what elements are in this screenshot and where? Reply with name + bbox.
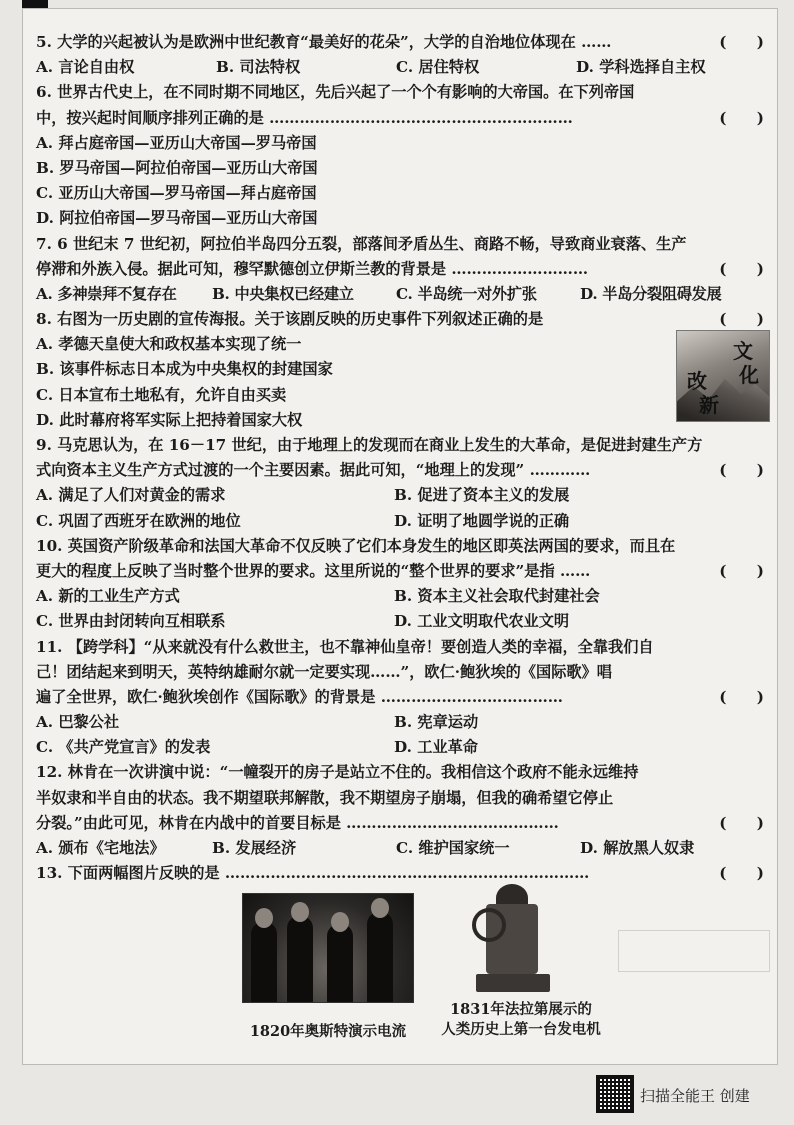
question-text: 更大的程度上反映了当时整个世界的要求。这里所说的“整个世界的要求”是指 …… — [36, 561, 591, 580]
option-a[interactable]: A. 满足了人们对黄金的需求 — [36, 486, 226, 505]
photo-figure — [327, 924, 353, 1002]
answer-bracket[interactable]: ( ) — [719, 687, 764, 706]
option-d[interactable]: D. 此时幕府将军实际上把持着国家大权 — [36, 410, 303, 429]
question-text: 11. 【跨学科】“从来就没有什么救世主，也不靠神仙皇帝！要创造人类的幸福，全靠我们自 — [36, 637, 654, 656]
poster-char: 文 — [733, 339, 753, 363]
question-text: 分裂。”由此可见，林肯在内战中的首要目标是 …………………………………… — [36, 813, 559, 832]
caption-faraday — [418, 1000, 624, 1040]
question-text: 8. 右图为一历史剧的宣传海报。关于该剧反映的历史事件下列叙述正确的是 — [36, 310, 544, 329]
option-a[interactable]: A. 言论自由权 — [36, 58, 135, 77]
photo-figure — [251, 922, 277, 1002]
option-d[interactable]: D. 工业革命 — [394, 738, 478, 757]
option-c[interactable]: C. 维护国家统一 — [396, 839, 510, 857]
answer-bracket[interactable]: ( ) — [719, 259, 764, 278]
options-row — [36, 483, 772, 508]
option-a[interactable]: A. 巴黎公社 — [36, 713, 120, 732]
page-corner-mark — [22, 0, 48, 8]
caption-faraday-line2: 人类历史上第一台发电机 — [441, 1021, 601, 1038]
option-b[interactable]: B. 促进了资本主义的发展 — [394, 486, 570, 505]
bleed-through-box — [618, 930, 770, 972]
option-b[interactable]: B. 司法特权 — [216, 58, 301, 77]
photo-figure-head — [255, 908, 273, 928]
answer-bracket[interactable]: ( ) — [719, 813, 764, 832]
question-7 — [36, 232, 772, 308]
options-row — [36, 282, 772, 307]
options-row — [36, 710, 772, 735]
question-text: 12. 林肯在一次讲演中说：“一幢裂开的房子是站立不住的。我相信这个政府不能永远维持 — [36, 763, 639, 782]
scanner-watermark: 扫描全能王 创建 — [640, 1087, 750, 1105]
question-8 — [36, 307, 772, 433]
options-row — [36, 509, 772, 534]
question-11 — [36, 635, 772, 761]
answer-bracket[interactable]: ( ) — [719, 864, 764, 883]
photo-figure-head — [371, 898, 389, 918]
question-text: 半奴隶和半自由的状态。我不期望联邦解散，我不期望房子崩塌，但我的确希望它停止 — [36, 788, 614, 807]
option-c[interactable]: C. 《共产党宣言》的发表 — [36, 738, 211, 757]
options-row — [36, 735, 772, 760]
option-d[interactable]: D. 学科选择自主权 — [576, 58, 706, 77]
photo-figure-head — [291, 902, 309, 922]
poster-char: 新 — [699, 393, 719, 417]
faraday-generator-photo — [468, 878, 558, 996]
answer-bracket[interactable]: ( ) — [719, 310, 764, 329]
answer-bracket[interactable]: ( ) — [719, 461, 764, 480]
option-a[interactable]: A. 多神崇拜不复存在 — [36, 284, 177, 303]
option-b[interactable]: B. 该事件标志日本成为中央集权的封建国家 — [36, 360, 333, 379]
oersted-demo-photo — [242, 893, 414, 1003]
option-b[interactable]: B. 罗马帝国—阿拉伯帝国—亚历山大帝国 — [36, 158, 318, 177]
caption-oersted: 1820年奥斯特演示电流 — [249, 1023, 407, 1040]
question-text: 13. 下面两幅图片反映的是 ……………………………………………………………… — [36, 864, 590, 883]
option-d[interactable]: D. 半岛分裂阻碍发展 — [580, 284, 722, 303]
option-c[interactable]: C. 日本宣布土地私有，允许自由买卖 — [36, 385, 287, 404]
option-b[interactable]: B. 宪章运动 — [394, 713, 479, 732]
photo-figure — [367, 912, 393, 1002]
question-text: 式向资本主义生产方式过渡的一个主要因素。据此可知，“地理上的发现” ………… — [36, 461, 591, 480]
option-d[interactable]: D. 工业文明取代农业文明 — [394, 612, 570, 631]
question-12 — [36, 760, 772, 861]
question-text: 中，按兴起时间顺序排列正确的是 …………………………………………………… — [36, 108, 573, 127]
option-a[interactable]: A. 拜占庭帝国—亚历山大帝国—罗马帝国 — [36, 133, 317, 152]
options-row — [36, 55, 772, 80]
option-d[interactable]: D. 证明了地圆学说的正确 — [394, 511, 570, 530]
question-text: 停滞和外族入侵。据此可知，穆罕默德创立伊斯兰教的背景是 ……………………… — [36, 259, 589, 278]
options-stack — [36, 332, 772, 433]
question-list — [36, 30, 772, 886]
options-row — [36, 584, 772, 609]
option-c[interactable]: C. 居住特权 — [396, 58, 480, 77]
option-a[interactable]: A. 颁布《宅地法》 — [36, 839, 165, 857]
options-stack — [36, 131, 772, 232]
photo-figure — [287, 916, 313, 1002]
question-text: 己！团结起来到明天，英特纳雄耐尔就一定要实现……”，欧仁·鲍狄埃的《国际歌》唱 — [36, 662, 612, 681]
question-text: 9. 马克思认为，在 16－17 世纪，由于地理上的发现而在商业上发生的大革命，是促进封建生产方 — [36, 436, 703, 454]
option-c[interactable]: C. 半岛统一对外扩张 — [396, 284, 537, 303]
option-a[interactable]: A. 新的工业生产方式 — [36, 587, 180, 606]
question-text: 遍了全世界，欧仁·鲍狄埃创作《国际歌》的背景是 ……………………………… — [36, 687, 563, 706]
poster-char: 改 — [687, 369, 707, 393]
option-b[interactable]: B. 发展经济 — [212, 839, 297, 857]
option-c[interactable]: C. 世界由封闭转向互相联系 — [36, 612, 226, 631]
option-c[interactable]: C. 巩固了西班牙在欧洲的地位 — [36, 511, 241, 530]
question-text: 5. 大学的兴起被认为是欧洲中世纪教育“最美好的花朵”，大学的自治地位体现在 …… — [36, 33, 612, 51]
question-5 — [36, 30, 772, 80]
question-10 — [36, 534, 772, 635]
question-9 — [36, 433, 772, 534]
option-d[interactable]: D. 解放黑人奴隶 — [580, 839, 695, 857]
generator-base — [476, 974, 550, 992]
options-row — [36, 836, 772, 861]
question-13 — [36, 861, 772, 886]
question-text: 10. 英国资产阶级革命和法国大革命不仅反映了它们本身发生的地区即英法两国的要求，而且在 — [36, 536, 676, 555]
options-row — [36, 609, 772, 634]
option-b[interactable]: B. 资本主义社会取代封建社会 — [394, 587, 600, 606]
drama-poster-image — [676, 330, 770, 422]
option-a[interactable]: A. 孝德天皇使大和政权基本实现了统一 — [36, 335, 302, 354]
option-b[interactable]: B. 中央集权已经建立 — [212, 284, 354, 303]
question-text: 6. 世界古代史上，在不同时期不同地区，先后兴起了一个个有影响的大帝国。在下列帝国 — [36, 83, 635, 102]
option-c[interactable]: C. 亚历山大帝国—罗马帝国—拜占庭帝国 — [36, 184, 317, 203]
option-d[interactable]: D. 阿拉伯帝国—罗马帝国—亚历山大帝国 — [36, 209, 318, 228]
poster-char: 化 — [739, 363, 759, 387]
question-text: 7. 6 世纪末 7 世纪初，阿拉伯半岛四分五裂，部落间矛盾丛生、商路不畅，导致商业衰落、生产 — [36, 234, 687, 253]
question-6 — [36, 80, 772, 231]
generator-wheel — [472, 908, 506, 942]
caption-faraday-line1: 1831年法拉第展示的 — [450, 1001, 592, 1018]
qr-code-icon — [596, 1075, 634, 1113]
answer-bracket[interactable]: ( ) — [719, 561, 764, 580]
answer-bracket[interactable]: ( ) — [719, 33, 764, 51]
photo-figure-head — [331, 912, 349, 932]
answer-bracket[interactable]: ( ) — [719, 108, 764, 127]
